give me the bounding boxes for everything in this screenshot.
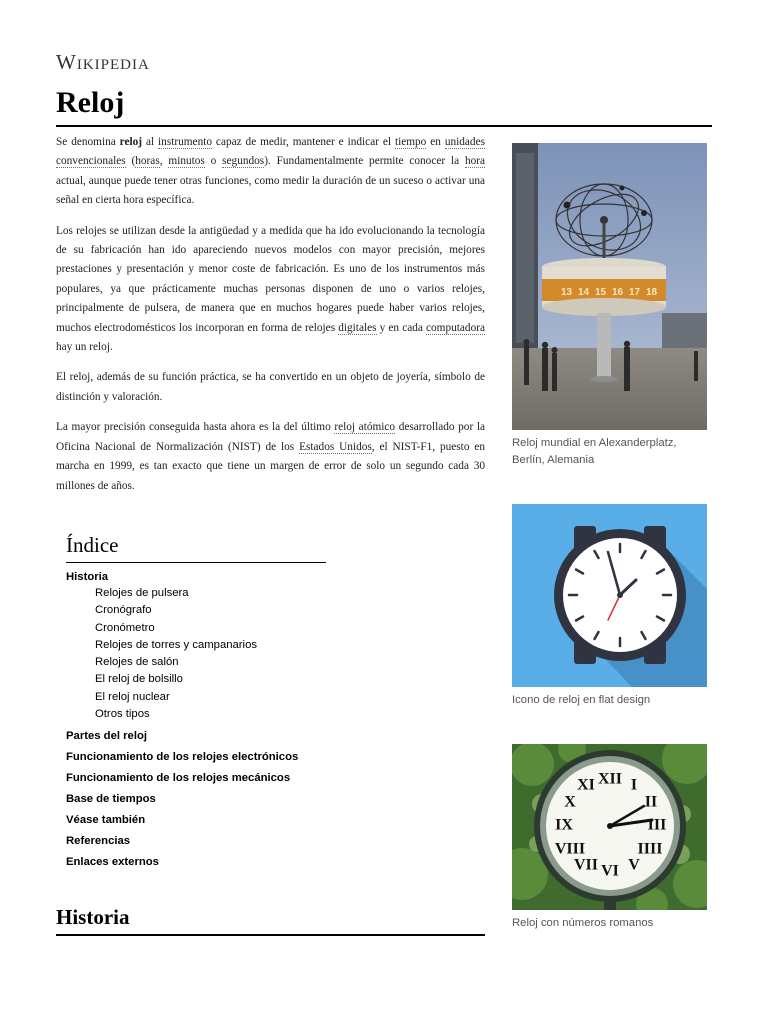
toc-subitem[interactable]: Cronómetro	[95, 621, 155, 634]
wikipedia-wordmark[interactable]: Wikipedia	[56, 50, 150, 74]
toc-item[interactable]: Enlaces externos	[66, 856, 159, 869]
article-link[interactable]: hora	[464, 155, 486, 168]
text-run: capaz de medir, mantener e indicar el	[212, 136, 395, 148]
text-run: hay un reloj.	[56, 341, 113, 354]
article-link[interactable]: computadora	[426, 321, 485, 334]
world-clock-hour-digit: 15	[595, 287, 607, 298]
world-clock-hour-digit: 16	[612, 287, 624, 298]
figure-flat-clock	[512, 504, 707, 709]
article-body	[56, 133, 485, 507]
figure-caption: Reloj con números romanos	[512, 917, 654, 929]
article-link[interactable]: horas	[135, 155, 160, 168]
world-clock-hour-digit: 14	[578, 287, 590, 298]
text-run: ). Fundamentalmente permite conocer la	[264, 155, 465, 168]
text-run: en	[426, 136, 445, 148]
toc-item-historia[interactable]: Historia	[66, 571, 109, 583]
toc-subitem[interactable]: Relojes de torres y campanarios	[95, 638, 257, 651]
toc-item[interactable]: Partes del reloj	[66, 730, 147, 743]
intro-paragraph-2	[56, 222, 485, 358]
toc-subitem[interactable]: El reloj nuclear	[95, 690, 170, 703]
roman-clock-photo[interactable]	[512, 744, 707, 910]
text-run: o	[204, 155, 223, 168]
roman-numeral: VIII	[554, 840, 586, 858]
article-link[interactable]: segundos	[222, 155, 265, 168]
world-clock-hour-digit: 13	[561, 287, 573, 298]
toc-item[interactable]: Base de tiempos	[66, 793, 156, 806]
toc-item[interactable]: Funcionamiento de los relojes electrónicos	[66, 751, 299, 764]
article-link[interactable]: instrumento	[158, 136, 213, 148]
article-link[interactable]: tiempo	[394, 136, 427, 148]
toc-title: Índice	[66, 533, 119, 557]
intro-paragraph-4	[56, 418, 485, 496]
title-divider	[56, 125, 712, 127]
roman-numeral: II	[644, 793, 658, 811]
figure-caption: Icono de reloj en flat design	[512, 694, 651, 706]
intro-paragraph-1	[56, 133, 485, 211]
toc-subitem[interactable]: Otros tipos	[95, 708, 150, 721]
text-run: , el NIST-F1, puesto en marcha en 1999, es tan exacto que tiene un margen de error de solo un segundo cada 30 millones de años.	[56, 440, 486, 492]
toc-subitem[interactable]: El reloj de bolsillo	[95, 673, 183, 686]
table-of-contents	[66, 533, 326, 874]
roman-numeral: VII	[573, 856, 599, 874]
article-link[interactable]: unidades convencionales	[56, 136, 485, 168]
article-link[interactable]: Estados Unidos	[299, 440, 372, 453]
figure-roman-clock	[512, 744, 707, 932]
toc-subitem[interactable]: Cronógrafo	[95, 604, 152, 617]
text-run: (	[125, 155, 136, 168]
world-clock-hour-digit: 18	[646, 287, 658, 298]
toc-item[interactable]: Véase también	[66, 814, 146, 827]
world-clock-hour-digit: 17	[629, 287, 641, 298]
roman-numeral: III	[647, 816, 667, 834]
roman-numeral: VI	[601, 862, 619, 880]
intro-paragraph-3	[56, 368, 485, 407]
toc-subitem[interactable]: Relojes de pulsera	[95, 587, 189, 599]
toc-divider	[66, 562, 326, 563]
roman-numeral: XI	[577, 776, 595, 794]
roman-numeral: X	[564, 793, 576, 811]
article-link[interactable]: minutos	[168, 155, 205, 168]
flat-clock-icon-image[interactable]	[512, 504, 707, 687]
text-run: y en cada	[376, 321, 427, 334]
section-heading-historia: Historia	[56, 905, 130, 929]
text-run: desarrollado por la Oficina Nacional de Normalización (NIST) de los	[56, 421, 485, 453]
roman-numeral: V	[628, 856, 640, 874]
roman-numeral: I	[630, 776, 638, 794]
bold-term: reloj	[119, 136, 143, 148]
text-run: La mayor precisión conseguida hasta ahora es la del último	[56, 421, 335, 434]
roman-numeral: XII	[597, 770, 623, 788]
toc-list	[66, 569, 326, 874]
text-run: Los relojes se utilizan desde la antigüedad y a medida que ha ido evolucionando la tecnología de su fabricación han ido apareciendo nuevos modelos con mayor precisión, mejores prestaciones y presentación y menor coste de fabricación. Es uno de los instrumentos más populares, ya que prácticamente muchas personas disponen de uno o varios relojes, principalmente de pulsera, de manera que en muchos hogares puede haber varios relojes, muchos electrodomésticos los incorporan en forma de relojes	[56, 224, 485, 334]
article-link[interactable]: digitales	[338, 321, 377, 334]
page-title: Reloj	[56, 86, 125, 119]
text-run: El reloj, además de su función práctica, se ha convertido en un objeto de joyería, símbolo de distinción y valoración.	[56, 371, 485, 403]
toc-item[interactable]: Funcionamiento de los relojes mecánicos	[66, 772, 291, 785]
article-link[interactable]: reloj atómico	[334, 421, 396, 434]
world-clock-photo[interactable]	[512, 143, 707, 430]
toc-subitem[interactable]: Relojes de salón	[95, 656, 179, 669]
roman-numeral: IX	[555, 816, 573, 834]
toc-item[interactable]: Referencias	[66, 835, 131, 848]
text-run: Se denomina	[56, 136, 120, 148]
roman-numeral: IIII	[637, 840, 663, 858]
text-run: ,	[159, 155, 169, 168]
figure-caption: Reloj mundial en Alexanderplatz, Berlín, Alemania	[512, 437, 677, 466]
text-run: actual, aunque puede tener otras funciones, como medir la duración de un suceso o activar una señal en cierta hora específica.	[56, 174, 485, 207]
section-divider	[56, 934, 485, 936]
text-run: al	[142, 136, 159, 148]
figure-world-clock	[512, 143, 707, 469]
